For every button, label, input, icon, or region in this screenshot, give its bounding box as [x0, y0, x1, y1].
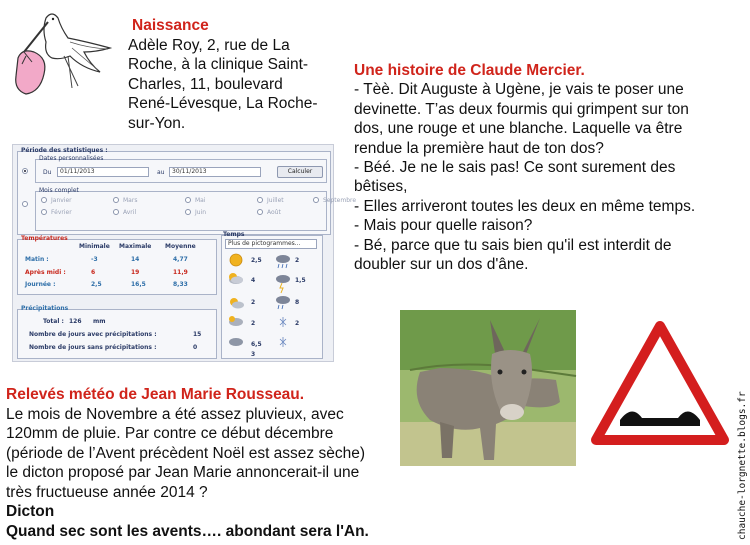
month-option[interactable]: Mars — [123, 197, 138, 204]
temps-value: 4 — [251, 277, 256, 284]
pictogram-select[interactable]: Plus de pictogrammes... — [225, 239, 317, 249]
histoire-line: doubler sur un dos d'âne. — [354, 256, 529, 274]
naissance-line: Adèle Roy, 2, rue de La — [128, 36, 290, 54]
temps-value: 2 — [295, 257, 300, 264]
naissance-line: Roche, à la clinique Saint- — [128, 56, 309, 73]
histoire-line: - Bé, parce que tu sais bien qu'il est interdit de — [354, 236, 672, 254]
rain-icon — [276, 255, 290, 263]
cell: -3 — [91, 256, 98, 263]
calculer-button[interactable]: Calculer — [277, 166, 323, 178]
temps-value: 2 — [251, 320, 256, 327]
temps-value: 6,5 — [251, 341, 262, 348]
temps-value: 2 — [251, 299, 256, 306]
histoire-line: - Béé. Je ne le sais pas! Ce sont surement des — [354, 159, 676, 177]
radio-month[interactable] — [257, 209, 263, 215]
temps-value: 8 — [295, 299, 300, 306]
speed-bump-sign-icon — [590, 320, 730, 448]
temps-value: 2,5 — [251, 257, 262, 264]
histoire-line: rendue la première haut de ton dos? — [354, 139, 604, 157]
row-apres-midi: Après midi : — [25, 269, 66, 276]
releves-line: le dicton proposé par Jean Marie annoncerait-il une — [6, 464, 360, 481]
radio-mois-complet[interactable] — [22, 201, 28, 207]
naissance-title: Naissance — [132, 17, 209, 34]
cell: 19 — [131, 269, 140, 276]
histoire-line: - Tèè. Dit Auguste à Ugène, je vais te poser une — [354, 81, 684, 99]
row-journee: Journée : — [25, 281, 56, 288]
col-min: Minimale — [79, 243, 110, 250]
cell: 8,33 — [173, 281, 188, 288]
month-option[interactable]: Avril — [123, 209, 137, 216]
naissance-line: sur-Yon. — [128, 114, 186, 132]
total-value: 126 — [69, 318, 82, 325]
au-date-field[interactable]: 30/11/2013 — [169, 167, 261, 177]
month-option[interactable]: Septembre — [323, 197, 357, 204]
histoire-section — [354, 61, 746, 274]
periode-title: Période des statistiques : — [21, 147, 108, 154]
naissance-line: Charles, 11, boulevard — [128, 75, 283, 93]
month-option[interactable]: Août — [267, 209, 281, 216]
month-option[interactable]: Février — [51, 209, 72, 216]
au-label: au — [157, 169, 165, 176]
cell: 4,77 — [173, 256, 188, 263]
du-date-field[interactable]: 01/11/2013 — [57, 167, 149, 177]
jours-sans-value: 0 — [193, 344, 198, 351]
radio-dates-perso[interactable] — [22, 168, 28, 174]
dates-perso-label: Dates personnalisées — [39, 155, 104, 162]
blog-credit: chauche-lorgnette.blogs.fr — [737, 391, 748, 540]
naissance-line: René-Lévesque, La Roche- — [128, 95, 318, 112]
radio-month[interactable] — [185, 209, 191, 215]
precipitations-title: Précipitations — [21, 305, 69, 312]
weather-pictograms — [225, 251, 321, 357]
donkey-photo — [400, 310, 576, 466]
storm-icon — [276, 275, 290, 283]
cell: 2,5 — [91, 281, 102, 288]
histoire-line: - Mais pour quelle raison? — [354, 217, 533, 235]
releves-line: 120mm de pluie. Par contre ce début décembre — [6, 425, 334, 442]
snow-icon — [280, 337, 286, 347]
temperatures-title: Températures — [21, 235, 68, 242]
dicton-label: Dicton — [6, 503, 55, 520]
dicton-text: Quand sec sont les avents…. abondant sera l'An. — [6, 522, 369, 540]
jours-sans-label: Nombre de jours sans précipitations : — [29, 344, 157, 351]
histoire-line: - Elles arriveront toutes les deux en même temps. — [354, 197, 696, 215]
releves-section — [6, 385, 401, 541]
temps-value: 2 — [295, 320, 300, 327]
month-option[interactable]: Juin — [195, 209, 207, 216]
du-label: Du — [43, 169, 52, 176]
cell: 14 — [131, 256, 140, 263]
col-max: Maximale — [119, 243, 152, 250]
total-unit: mm — [93, 318, 106, 325]
histoire-line: bêtises, — [354, 178, 408, 196]
radio-month[interactable] — [257, 197, 263, 203]
snow-icon — [280, 317, 286, 327]
temps-value: 1,5 — [295, 277, 306, 284]
cell: 11,9 — [173, 269, 188, 276]
stork-illustration — [8, 8, 118, 108]
total-label: Total : — [43, 318, 64, 325]
month-option[interactable]: Juillet — [267, 197, 284, 204]
radio-month[interactable] — [41, 197, 47, 203]
naissance-section — [128, 16, 343, 133]
month-option[interactable]: Mai — [195, 197, 206, 204]
cloud-icon — [229, 338, 243, 346]
month-option[interactable]: Janvier — [51, 197, 72, 204]
radio-month[interactable] — [185, 197, 191, 203]
cell: 6 — [91, 269, 96, 276]
histoire-line: dos, une rouge et une blanche. Laquelle va être — [354, 120, 683, 138]
mois-complet-label: Mois complet — [39, 187, 79, 194]
temps-value: 3 — [251, 351, 256, 358]
weather-stats-panel — [12, 144, 357, 362]
jours-avec-label: Nombre de jours avec précipitations : — [29, 331, 157, 338]
col-moy: Moyenne — [165, 243, 196, 250]
radio-month[interactable] — [113, 209, 119, 215]
cell: 16,5 — [131, 281, 146, 288]
histoire-title: Une histoire de Claude Mercier. — [354, 62, 585, 79]
histoire-line: devinette. T’as deux fourmis qui grimpent sur ton — [354, 100, 689, 118]
radio-month[interactable] — [313, 197, 319, 203]
releves-line: Le mois de Novembre a été assez pluvieux, avec — [6, 405, 344, 423]
temps-title: Temps — [223, 231, 245, 238]
jours-avec-value: 15 — [193, 331, 202, 338]
sun-icon — [230, 254, 242, 266]
radio-month[interactable] — [41, 209, 47, 215]
releves-title: Relevés météo de Jean Marie Rousseau. — [6, 386, 305, 403]
radio-month[interactable] — [113, 197, 119, 203]
releves-line: (période de l’Avent précèdent Noël est assez sèche) — [6, 444, 366, 462]
row-matin: Matin : — [25, 256, 49, 263]
releves-line: très fructueuse année 2014 ? — [6, 483, 208, 501]
rain-icon — [276, 296, 290, 304]
